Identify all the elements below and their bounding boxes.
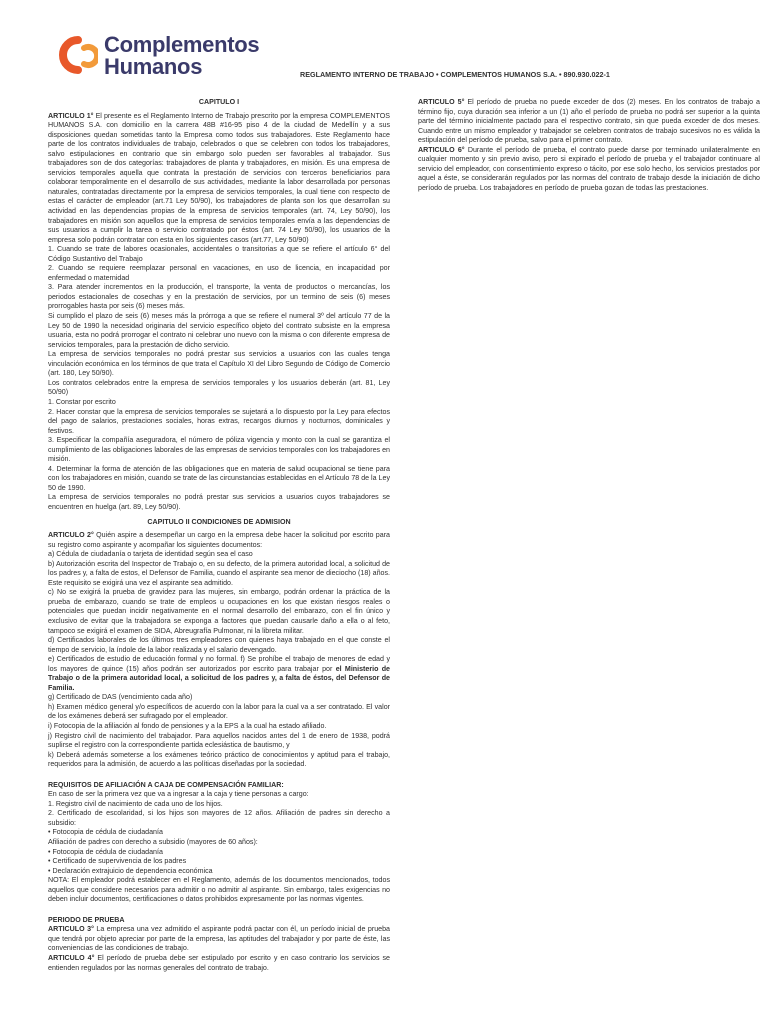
caja-line: • Fotocopia de cédula de ciudadanía bbox=[48, 847, 163, 856]
caja-line: • Declaración extrajuicio de dependencia económica bbox=[48, 866, 213, 875]
article-3 bbox=[48, 925, 390, 954]
doc-item: h) Examen médico general y/o específicos de acuerdo con la labor para la cual va a ser contratado. El valor de los exámenes deberá ser sufragado por el empleador. bbox=[48, 702, 390, 721]
case-item: 2. Hacer constar que la empresa de servicios temporales se sujetará a lo dispuesto por la Ley para efectos del pago de salarios, prestaciones sociales, horas extras, recargos diurnos y nocturnos, dominicales y festivos. bbox=[48, 407, 390, 435]
logo-line-1: Complementos bbox=[104, 32, 260, 57]
case-item: 4. Determinar la forma de atención de las obligaciones que en materia de salud ocupacional se tiene para con los trabajadores en misión, cuando se trate de las circunstancias establecidas en el Artículo 78 de la Ley 50 de 1990. bbox=[48, 464, 390, 492]
caja-line: 1. Registro civil de nacimiento de cada uno de los hijos. bbox=[48, 799, 223, 808]
doc-item: b) Autorización escrita del Inspector de Trabajo o, en su defecto, de la primera autoridad local, a solicitud de los padres y, a falta de estos, el Defensor de Familia, cuando el aspirante sea menor de dieciocho (18) años. Este requisito se exigirá una vez el aspirante sea admitido. bbox=[48, 559, 390, 587]
logo-mark-icon bbox=[58, 34, 98, 78]
article-3-text: La empresa una vez admitido el aspirante podrá pactar con él, un período inicial de prueba que tendrá por objeto apreciar por parte de la empresa, las aptitudes del trabajador y por parte de éste, las conveniencias de las condiciones de trabajo. bbox=[48, 925, 390, 953]
doc-item: j) Registro civil de nacimiento del trabajador. Para aquellos nacidos antes del 1 de enero de 1938, podrá suplirse el registro con la correspondiente partida eclesiástica de bautismo, y bbox=[48, 731, 390, 750]
case-item: 3. Para atender incrementos en la producción, el transporte, la venta de productos o mercancías, los periodos estacionales de cosechas y en la prestación de servicios, por un termino de seis (6) meses prorrogables hasta por seis (6) meses más. bbox=[48, 283, 390, 311]
right-column bbox=[418, 98, 760, 193]
logo-text bbox=[104, 34, 259, 78]
chapter-2-title: CAPITULO II CONDICIONES DE ADMISION bbox=[147, 517, 291, 526]
article-6 bbox=[418, 146, 760, 194]
caja-line: Afiliación de padres con derecho a subsidio (mayores de 60 años): bbox=[48, 838, 258, 847]
article-1 bbox=[48, 112, 390, 246]
article-5-text: El período de prueba no puede exceder de dos (2) meses. En los contratos de trabajo a término fijo, cuya duración sea inferior a un (1) año el período de prueba no podrá ser superior a la quinta parte del término inicialmente pactado para el respectivo contrato, sin que pueda exceder de dos meses. Cuando entre un mismo empleador y trabajador se celebren contratos de trabajo sucesivos no es válida la estipulación del período de prueba, salvo para el primer contrato. bbox=[418, 98, 760, 145]
case-item: Si cumplido el plazo de seis (6) meses más la prórroga a que se refiere el numeral 3º del artículo 77 de la Ley 50 de 1990 la necesidad originaria del servicio específico objeto del contrato subsiste en la empresa usuaria, esta no podrá prorrogar el contrato ni celebrar uno nuevo con la misma o con diferente empresa de servicios temporales, para la prestación de dicho servicio. bbox=[48, 312, 390, 349]
article-5-label: ARTICULO 5° bbox=[418, 98, 465, 106]
document-header: REGLAMENTO INTERNO DE TRABAJO • COMPLEMENTOS HUMANOS S.A. • 890.930.022-1 bbox=[300, 70, 610, 79]
case-item: 2. Cuando se requiere reemplazar personal en vacaciones, en uso de licencia, en incapacidad por enfermedad o maternidad bbox=[48, 264, 390, 282]
caja-line: 2. Certificado de escolaridad, si los hijos son mayores de 12 años. Afiliación de padres sin derecho a subsidio: bbox=[48, 809, 390, 827]
caja-line: NOTA: El empleador podrá establecer en el Reglamento, además de los documentos mencionados, todos aquellos que considere necesarios para admitir o no admitir al aspirante. Sin embargo, tales exigencias no deben incluir documentos, certificaciones o datos prohibidos expresamente por las normas vigentes. bbox=[48, 876, 390, 904]
company-logo bbox=[58, 34, 259, 78]
case-item: 3. Especificar la compañía aseguradora, el número de póliza vigencia y monto con la cual se garantiza el cumplimiento de las obligaciones laborales de las empresas de servicios temporales con los trabajadores en misión. bbox=[48, 436, 390, 464]
article-1-text: El presente es el Reglamento Interno de Trabajo prescrito por la empresa COMPLEMENTOS HUMANOS S.A. con domicilio en la carrera 48B #16-95 piso 4 de la ciudad de Medellín y a sus disposiciones quedan sometidas tanto la Empresa como todos sus trabajadores. Este Reglamento hace parte de los contratos individuales de trabajo, celebrados o que se celebren con todos los trabajadores, salvo estipulaciones en contrario que sin embargo solo pueden ser favorables al trabajador. Sus trabajadores son de dos categorías: trabajadores de planta y trabajadores, en misión. Es una empresa de servicios temporales aquella que contrata la prestación de servicios con terceros beneficiarios para colaborar temporalmente en el desarrollo de sus actividades, mediante la labor desarrollada por personas naturales, contratadas directamente por la empresa de servicios temporales, la cual tiene con respecto de estas el carácter de empleador (art.71 Ley 50/90), los trabajadores de planta son los que desarrollan su actividad en las dependencias propias de la empresa de servicios temporales (art. 74, Ley 50/90), los trabajadores en misión son aquellos que la empresa de servicios temporales envía a las dependencias de sus usuarios a cumplir la tarea o servicio contratado por éstos (art. 74 Ley 50/90), los usuarios de la empresa solo podrán contratar con esta en los siguientes casos (art.77, Ley 50/90) bbox=[48, 111, 390, 244]
article-4 bbox=[48, 954, 390, 973]
left-column bbox=[48, 98, 390, 973]
article-5 bbox=[418, 98, 760, 146]
article-2 bbox=[48, 531, 390, 550]
doc-item: a) Cédula de ciudadanía o tarjeta de identidad según sea el caso bbox=[48, 550, 253, 559]
doc-item: k) Deberá además someterse a los exámenes teórico práctico de conocimientos y aptitud para el trabajo, requeridos para la admisión, de acuerdo a las políticas diseñadas por la sociedad. bbox=[48, 750, 390, 769]
doc-item: c) No se exigirá la prueba de gravidez para las mujeres, sin embargo, podrán ordenar la práctica de la prueba de embarazo, cuando se trate de empleos u ocupaciones en los que existan riesgos reales o potenciales que puedan incidir negativamente en el normal desarrollo del embarazo, con el fin único y exclusivo de evitar que la trabajadora se exponga a factores que puedan causarle daño a ella o al feto, tampoco se exigirá el examen de SIDA, Abreugrafía Pulmonar, ni la libreta militar. bbox=[48, 588, 390, 635]
article-6-text: Durante el período de prueba, el contrato puede darse por terminado unilateralmente en cualquier momento y sin previo aviso, pero si expirado el período de prueba y el trabajador continuare al servicio del empleador, con consentimiento expreso o tácito, por ese solo hecho, los servicios prestados por aquel a éste, se considerarán regulados por las normas del contrato de trabajo desde la iniciación de dicho período de prueba. Los trabajadores en período de prueba gozan de todas las prestaciones. bbox=[418, 145, 761, 192]
case-item: La empresa de servicios temporales no podrá prestar sus servicios a usuarios con las cuales tenga vinculación económica en los términos de que trata el Capítulo XI del Libro Segundo de Código de Comercio (art. 180, Ley 50/90). bbox=[48, 350, 390, 378]
caja-line: • Certificado de supervivencia de los padres bbox=[48, 857, 187, 866]
doc-e-text: e) Certificados de estudio de educación formal y no formal. f) Se prohíbe el trabajo de menores de edad y los mayores de quince (15) años podrán ser autorizados por escrito para trabajar por bbox=[48, 655, 390, 673]
article-6-label: ARTICULO 6° bbox=[418, 145, 465, 154]
chapter-1-title: CAPITULO I bbox=[198, 98, 240, 106]
doc-item: g) Certificado de DAS (vencimiento cada año) bbox=[48, 693, 193, 702]
doc-e-bold: el Ministerio de Trabajo o de la primera autoridad local, a solicitud de los padres y, a falta de éstos, del Defensor de Familia. bbox=[48, 664, 391, 692]
article-2-label: ARTICULO 2° bbox=[48, 531, 94, 540]
caja-title: REQUISITOS DE AFILIACIÓN A CAJA DE COMPENSACIÓN FAMILIAR: bbox=[48, 780, 284, 789]
article-1-label: ARTICULO 1° bbox=[48, 111, 94, 120]
article-3-label: ARTICULO 3° bbox=[48, 925, 94, 934]
caja-line: En caso de ser la primera vez que va a ingresar a la caja y tiene personas a cargo: bbox=[48, 790, 309, 799]
article-4-label: ARTICULO 4° bbox=[48, 954, 95, 963]
caja-line: • Fotocopia de cédula de ciudadanía bbox=[48, 828, 163, 837]
prueba-title: PERIODO DE PRUEBA bbox=[48, 915, 125, 924]
doc-item: d) Certificados laborales de los últimos tres empleadores con quienes haya trabajado en el que conste el tiempo de servicio, la índole de la labor realizada y el salario devengado. bbox=[48, 636, 390, 654]
doc-item: i) Fotocopia de la afiliación al fondo de pensiones y a la EPS a la cual ha estado afiliado. bbox=[48, 722, 327, 730]
case-item: 1. Constar por escrito bbox=[48, 397, 116, 406]
logo-line-2: Humanos bbox=[104, 54, 203, 79]
case-item: Los contratos celebrados entre la empresa de servicios temporales y los usuarios deberán (art. 81, Ley 50/90) bbox=[48, 378, 390, 397]
doc-item bbox=[48, 655, 390, 693]
article-2-text: Quién aspire a desempeñar un cargo en la empresa debe hacer la solicitud por escrito para su registro como aspirante y acompañar los siguientes documentos: bbox=[48, 531, 390, 549]
case-item: 1. Cuando se trate de labores ocasionales, accidentales o transitorias a que se refiere el artículo 6° del Código Sustantivo del Trabajo bbox=[48, 245, 390, 263]
article-4-text: El período de prueba debe ser estipulado por escrito y en caso contrario los servicios se entienden regulados por las normas generales del contrato de trabajo. bbox=[48, 954, 390, 972]
case-item: La empresa de servicios temporales no podrá prestar sus servicios a usuarios cuyos trabajadores se encuentren en huelga (art. 89, Ley 50/90). bbox=[48, 493, 390, 511]
